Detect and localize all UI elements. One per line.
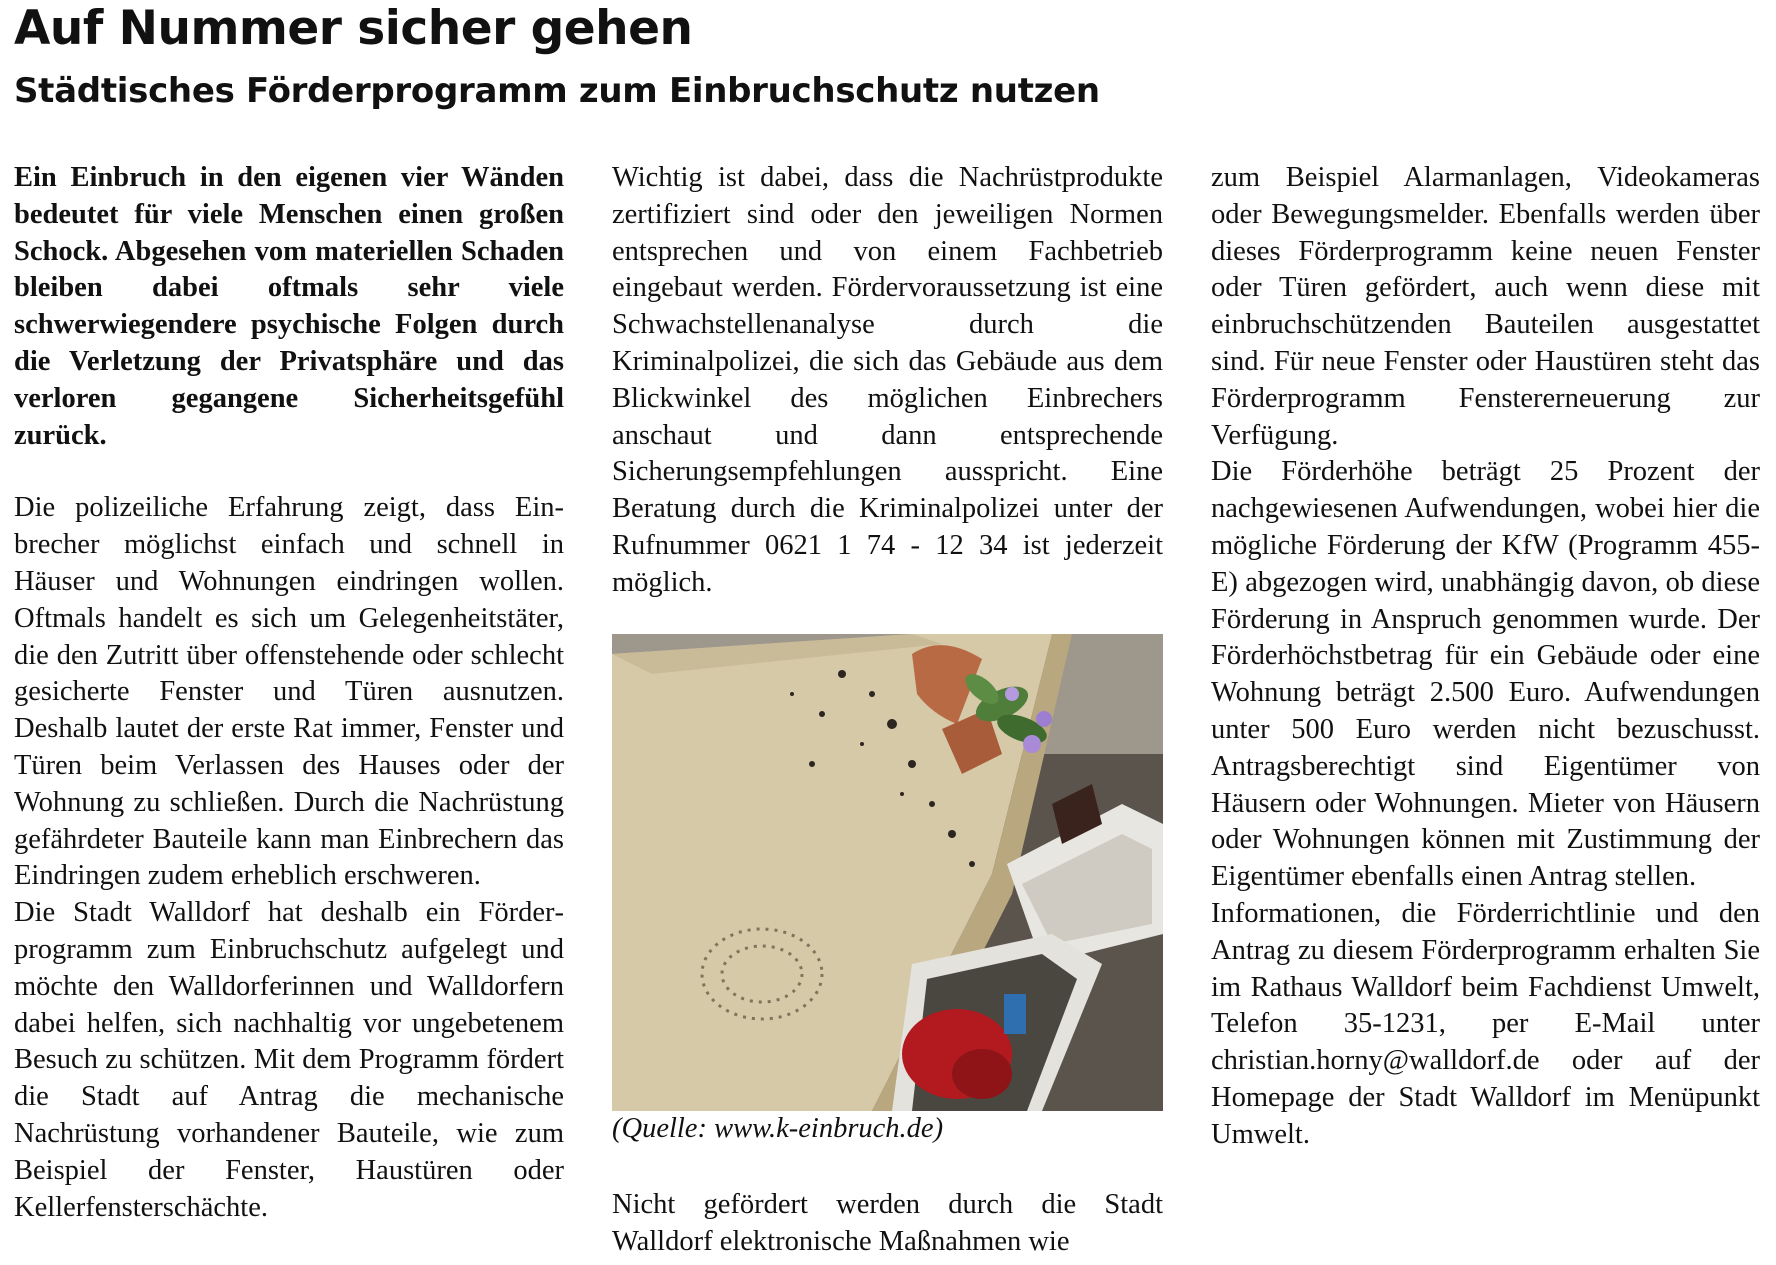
article-subheadline: Städtisches Förderprogramm zum Einbruchschutz nutzen [14, 71, 1100, 111]
body-paragraph: Nicht gefördert werden durch die Stadt Walldorf elektronische Maßnahmen wie [612, 1189, 1163, 1258]
body-paragraph: zum Beispiel Alarmanlagen, Videokameras oder Bewegungsmelder. Ebenfalls werden über dieses Förderprogramm keine neuen Fenster oder Türen gefördert, auch wenn diese mit einbruchschützenden Bauteilen ausgestattet sind. Für neue Fenster oder Haustüren steht das Förderprogramm Fenstererneuerung zur Verfügung. [1211, 162, 1760, 451]
body-paragraph: Informationen, die Förderrichtlinie und den Antrag zu diesem Förderprogramm erhalten Sie im Rathaus Walldorf beim Fachdienst Umwelt, Telefon 35-1231, per E-Mail unter christian.horny@walldorf.de oder auf der Homepage der Stadt Walldorf im Menüpunkt Umwelt. [1211, 897, 1760, 1150]
column-2 [612, 160, 1163, 1261]
body-paragraph: Die Stadt Walldorf hat deshalb ein Förderprogramm zum Einbruchschutz aufgelegt und möchte den Walldorferinnen und Walldorfern dabei helfen, sich nachhaltig vor ungebetenem Besuch zu schützen. Mit dem Programm fördert die Stadt auf Antrag die mechanische Nachrüstung vorhandener Bauteile, wie zum Beispiel der Fenster, Haustüren oder Kellerfensterschächte. [14, 897, 564, 1223]
lead-paragraph: Ein Einbruch in den eigenen vier Wänden bedeutet für viele Menschen einen großen Schock. Abgesehen vom materiellen Schaden bleiben dabei oftmals sehr viele schwerwiegendere psychische Folgen durch die Verletzung der Privatsphäre und das verloren gegangene Sicherheitsgefühl zurück. [14, 162, 564, 451]
burglary-photo [612, 634, 1163, 1111]
body-paragraph: Die Förderhöhe beträgt 25 Prozent der nachgewiesenen Aufwendungen, wobei hier die mögliche Förderung der KfW (Programm 455-E) abgezogen wird, unabhängig davon, ob diese Förderung in Anspruch genommen wurde. Der Förderhöchstbetrag für ein Gebäude oder eine Wohnung beträgt 2.500 Euro. Aufwendungen unter 500 Euro werden nicht bezuschusst. Antragsberechtigt sind Eigentümer von Häusern oder Wohnungen. Mieter von Häusern oder Wohnungen können mit Zustimmung der Eigentümer ebenfalls einen Antrag stellen. [1211, 456, 1760, 893]
body-paragraph: Wichtig ist dabei, dass die Nachrüstprodukte zertifiziert sind oder den jeweiligen Normen entsprechen und von einem Fachbetrieb eingebaut werden. Fördervoraussetzung ist eine Schwachstellenanalyse durch die Kriminalpolizei, die sich das Gebäude aus dem Blickwinkel des möglichen Einbrechers anschaut und dann entsprechende Sicherungsempfehlungen ausspricht. Eine Beratung durch die Kriminalpolizei unter der Rufnummer 0621 1 74 - 12 34 ist jederzeit möglich. [612, 162, 1163, 598]
column-3 [1211, 160, 1760, 1154]
photo-caption: (Quelle: www.k-einbruch.de) [612, 1112, 944, 1144]
article-headline: Auf Nummer sicher gehen [14, 1, 693, 56]
column-1 [14, 160, 564, 1226]
burglary-scene-illustration [612, 634, 1163, 1111]
body-paragraph: Die polizeiliche Erfahrung zeigt, dass Einbrecher möglichst einfach und schnell in Häuser und Wohnungen eindringen wollen. Oftmals handelt es sich um Gelegenheitstäter, die den Zutritt über offenstehende oder schlecht gesicherte Fenster und Türen ausnutzen. Deshalb lautet der erste Rat immer, Fenster und Türen beim Verlassen des Hauses oder der Wohnung zu schließen. Durch die Nachrüstung gefährdeter Bauteile kann man Einbrechern das Eindringen zudem erheblich erschweren. [14, 492, 564, 892]
